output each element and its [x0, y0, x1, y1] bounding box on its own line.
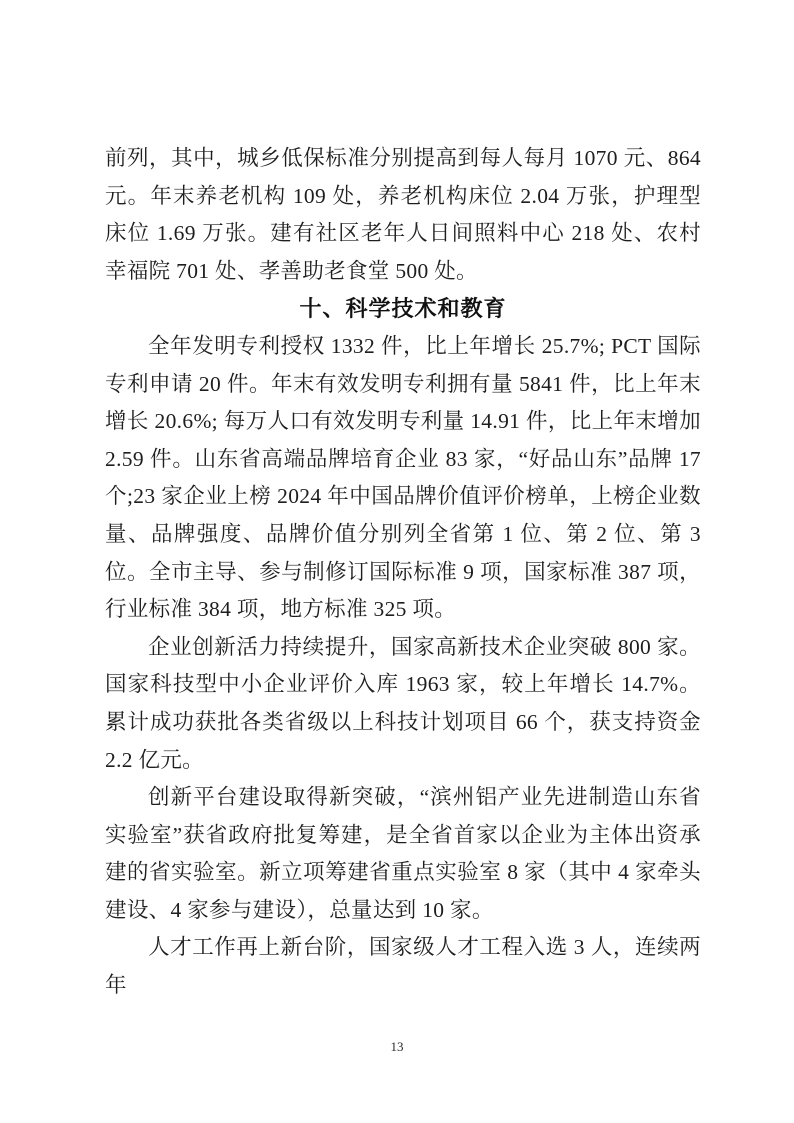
page-number: 13	[390, 1039, 404, 1054]
body-paragraph: 全年发明专利授权 1332 件，比上年增长 25.7%; PCT 国际专利申请 20 件。年末有效发明专利拥有量 5841 件，比上年末增长 20.6%; 每万人口有效发明专利量 14.91 件，比上年末增加 2.59 件。山东省高端品牌培育企业 83 家，“好品山东”品牌 17 个;23 家企业上榜 2024 年中国品牌价值评价榜单，上榜企业数量、品牌强度、品牌价值分别列全省第 1 位、第 2 位、第 3 位。全市主导、参与制修订国际标准 9 项，国家标准 387 项，行业标准 384 项，地方标准 325 项。	[105, 333, 701, 622]
body-paragraph: 企业创新活力持续提升，国家高新技术企业突破 800 家。国家科技型中小企业评价入库 1963 家，较上年增长 14.7%。累计成功获批各类省级以上科技计划项目 66 个，获支持资金 2.2 亿元。	[105, 634, 701, 772]
paragraph-continued-from-previous-page: 前列，其中，城乡低保标准分别提高到每人每月 1070 元、864 元。年末养老机构 109 处，养老机构床位 2.04 万张，护理型床位 1.69 万张。建有社区老年人日间照料中心 218 处、农村幸福院 701 处、孝善助老食堂 500 处。	[105, 146, 701, 283]
body-paragraph: 创新平台建设取得新突破，“滨州铝产业先进制造山东省实验室”获省政府批复筹建，是全省首家以企业为主体出资承建的省实验室。新立项筹建省重点实验室 8 家（其中 4 家牵头建设、4 家参与建设），总量达到 10 家。	[105, 785, 701, 922]
page-body	[105, 140, 701, 1005]
page-footer	[0, 1038, 794, 1056]
section-heading: 十、科学技术和教育	[299, 296, 507, 322]
body-paragraph: 人才工作再上新台阶，国家级人才工程入选 3 人，连续两年	[105, 935, 701, 998]
